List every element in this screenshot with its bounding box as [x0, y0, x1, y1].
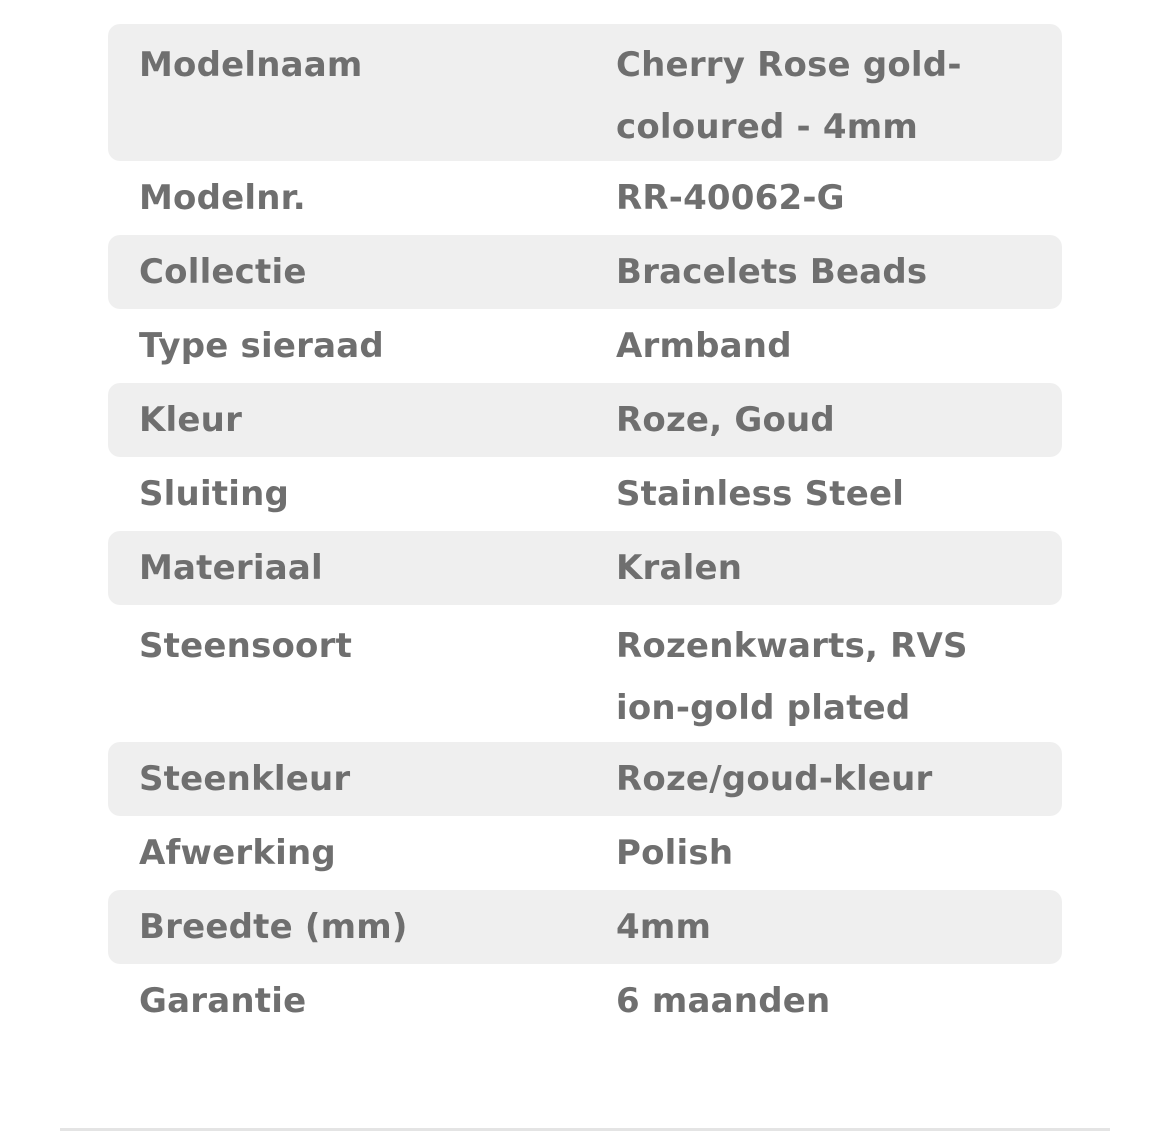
spec-label: Kleur [139, 400, 243, 440]
spec-value: Roze/goud-kleur [616, 759, 933, 799]
spec-label: Modelnaam [139, 45, 363, 85]
spec-value: 6 maanden [616, 981, 831, 1021]
spec-value: Polish [616, 833, 734, 873]
spec-label: Modelnr. [139, 178, 306, 218]
spec-row-collectie [108, 235, 1062, 309]
spec-row-afwerking [108, 816, 1062, 890]
product-specifications-table [108, 24, 1062, 1038]
spec-value: Kralen [616, 548, 743, 588]
spec-row-steenkleur [108, 742, 1062, 816]
spec-row-steensoort [108, 605, 1062, 742]
spec-row-garantie [108, 964, 1062, 1038]
spec-value: Cherry Rose gold-coloured - 4mm [616, 45, 962, 147]
spec-label: Materiaal [139, 548, 323, 588]
spec-label: Afwerking [139, 833, 336, 873]
spec-label: Collectie [139, 252, 307, 292]
spec-value: Bracelets Beads [616, 252, 928, 292]
spec-row-modelnr [108, 161, 1062, 235]
spec-label: Type sieraad [139, 326, 384, 366]
spec-row-breedte [108, 890, 1062, 964]
spec-value: Roze, Goud [616, 400, 835, 440]
spec-row-modelnaam [108, 24, 1062, 161]
spec-row-type-sieraad [108, 309, 1062, 383]
spec-value: Rozenkwarts, RVS ion-gold plated [616, 626, 968, 728]
spec-value: 4mm [616, 907, 712, 947]
spec-label: Steenkleur [139, 759, 351, 799]
spec-row-materiaal [108, 531, 1062, 605]
spec-label: Breedte (mm) [139, 907, 408, 947]
spec-label: Sluiting [139, 474, 290, 514]
spec-label: Garantie [139, 981, 307, 1021]
spec-value: RR-40062-G [616, 178, 845, 218]
bottom-divider [60, 1128, 1110, 1131]
spec-row-kleur [108, 383, 1062, 457]
spec-value: Armband [616, 326, 792, 366]
spec-row-sluiting [108, 457, 1062, 531]
spec-value: Stainless Steel [616, 474, 905, 514]
spec-label: Steensoort [139, 626, 353, 666]
